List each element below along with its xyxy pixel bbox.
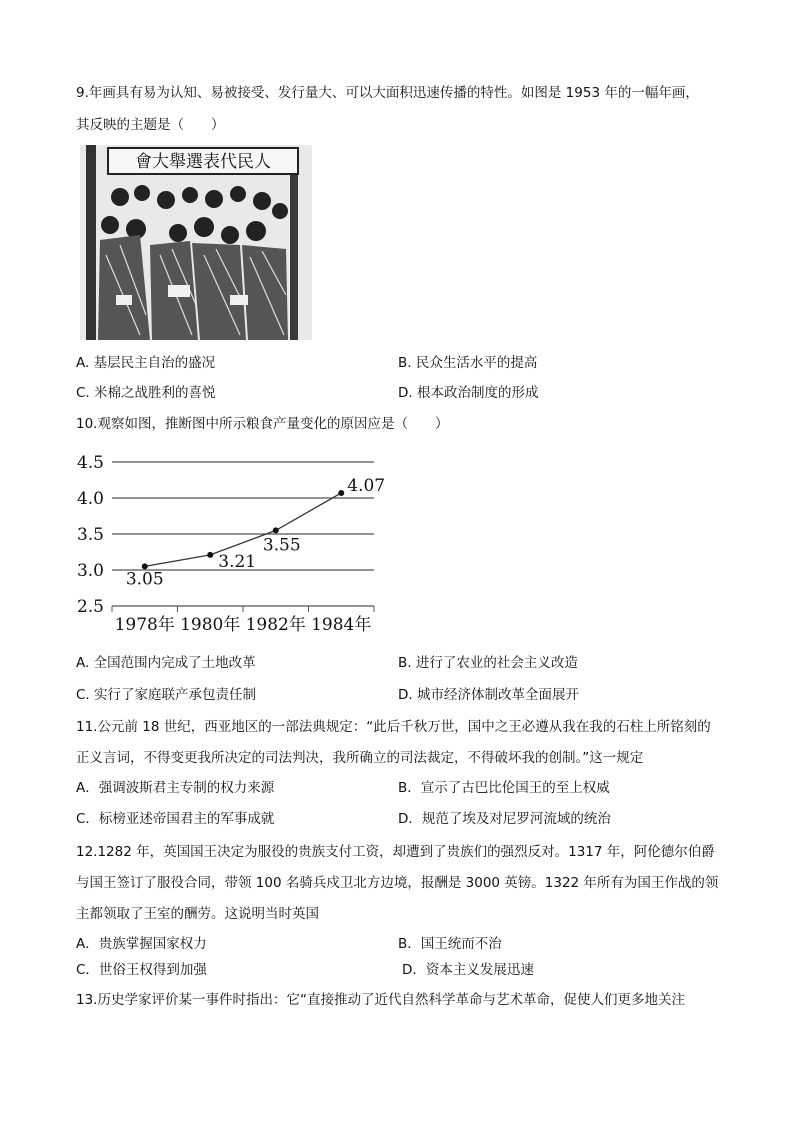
q11-option-c: C．标榜亚述帝国君主的军事成就 bbox=[76, 811, 275, 827]
q11-stem-line2: 正义言词，不得变更我所决定的司法判决，我所确立的司法裁定，不得破坏我的创制。”这一规定 bbox=[76, 750, 644, 766]
y-tick-label: 2.5 bbox=[76, 597, 104, 617]
q9-stem-line1: 9.年画具有易为认知、易被接受、发行量大、可以大面积迅速传播的特性。如图是 1953 年的一幅年画， bbox=[76, 85, 699, 101]
q11-option-b: B．宣示了古巴比伦国王的至上权威 bbox=[398, 780, 610, 796]
q12-stem-line3: 主都领取了王室的酬劳。这说明当时英国 bbox=[76, 906, 319, 922]
y-tick-label: 3.0 bbox=[76, 561, 104, 581]
q12-stem-line2: 与国王签订了服役合同，带领 100 名骑兵戍卫北方边境，报酬是 3000 英镑。1322 年所有为国王作战的领 bbox=[76, 875, 719, 891]
data-point bbox=[338, 490, 344, 496]
x-tick-label: 1980年 bbox=[180, 615, 241, 635]
q9-new-year-picture bbox=[80, 145, 312, 340]
q9-option-d: D. 根本政治制度的形成 bbox=[398, 385, 539, 401]
q11-stem-line1: 11.公元前 18 世纪，西亚地区的一部法典规定：“此后千秋万世，国中之王必遵从我在我的石柱上所铭刻的 bbox=[76, 719, 711, 735]
data-label: 3.55 bbox=[262, 535, 301, 556]
woodcut-crowd-illustration bbox=[80, 145, 312, 340]
x-tick-label: 1984年 bbox=[311, 615, 372, 635]
data-label: 4.07 bbox=[347, 475, 386, 496]
q12-option-c: C．世俗王权得到加强 bbox=[76, 962, 207, 978]
x-tick-label: 1978年 bbox=[114, 615, 175, 635]
q12-option-b: B．国王统而不治 bbox=[398, 936, 502, 952]
q9-option-c: C. 米棉之战胜利的喜悦 bbox=[76, 385, 216, 401]
data-label: 3.05 bbox=[125, 569, 164, 590]
y-tick-label: 4.0 bbox=[76, 489, 104, 509]
q11-option-a: A．强调波斯君主专制的权力来源 bbox=[76, 780, 275, 796]
q12-option-d: D．资本主义发展迅速 bbox=[402, 962, 534, 978]
q12-stem-line1: 12.1282 年，英国国王决定为服役的贵族支付工资，却遭到了贵族们的强烈反对。1317 年，阿伦德尔伯爵 bbox=[76, 844, 715, 860]
q10-stem-line1: 10.观察如图，推断图中所示粮食产量变化的原因应是（ ） bbox=[76, 416, 449, 432]
grain-output-line-chart bbox=[72, 448, 392, 640]
data-label: 3.21 bbox=[218, 551, 257, 572]
y-tick-label: 3.5 bbox=[76, 525, 104, 545]
x-tick-label: 1982年 bbox=[245, 615, 306, 635]
q12-option-a: A．贵族掌握国家权力 bbox=[76, 936, 207, 952]
q10-option-d: D. 城市经济体制改革全面展开 bbox=[398, 687, 579, 703]
q10-option-c: C. 实行了家庭联产承包责任制 bbox=[76, 687, 257, 703]
q9-option-a: A. 基层民主自治的盛况 bbox=[76, 355, 216, 371]
q10-option-a: A. 全国范围内完成了土地改革 bbox=[76, 655, 256, 671]
y-tick-label: 4.5 bbox=[76, 453, 104, 473]
data-point bbox=[207, 552, 213, 558]
q9-stem-line2: 其反映的主题是（ ） bbox=[76, 117, 225, 133]
q13-stem-line1: 13.历史学家评价某一事件时指出：它“直接推动了近代自然科学革命与艺术革命，促使人们更多地关注 bbox=[76, 992, 685, 1008]
data-point bbox=[273, 527, 279, 533]
q11-option-d: D．规范了埃及对尼罗河流域的统治 bbox=[398, 811, 611, 827]
woodcut-banner-text: 會大舉選表代民人 bbox=[135, 152, 271, 172]
q9-option-b: B. 民众生活水平的提高 bbox=[398, 355, 538, 371]
q10-option-b: B. 进行了农业的社会主义改造 bbox=[398, 655, 578, 671]
